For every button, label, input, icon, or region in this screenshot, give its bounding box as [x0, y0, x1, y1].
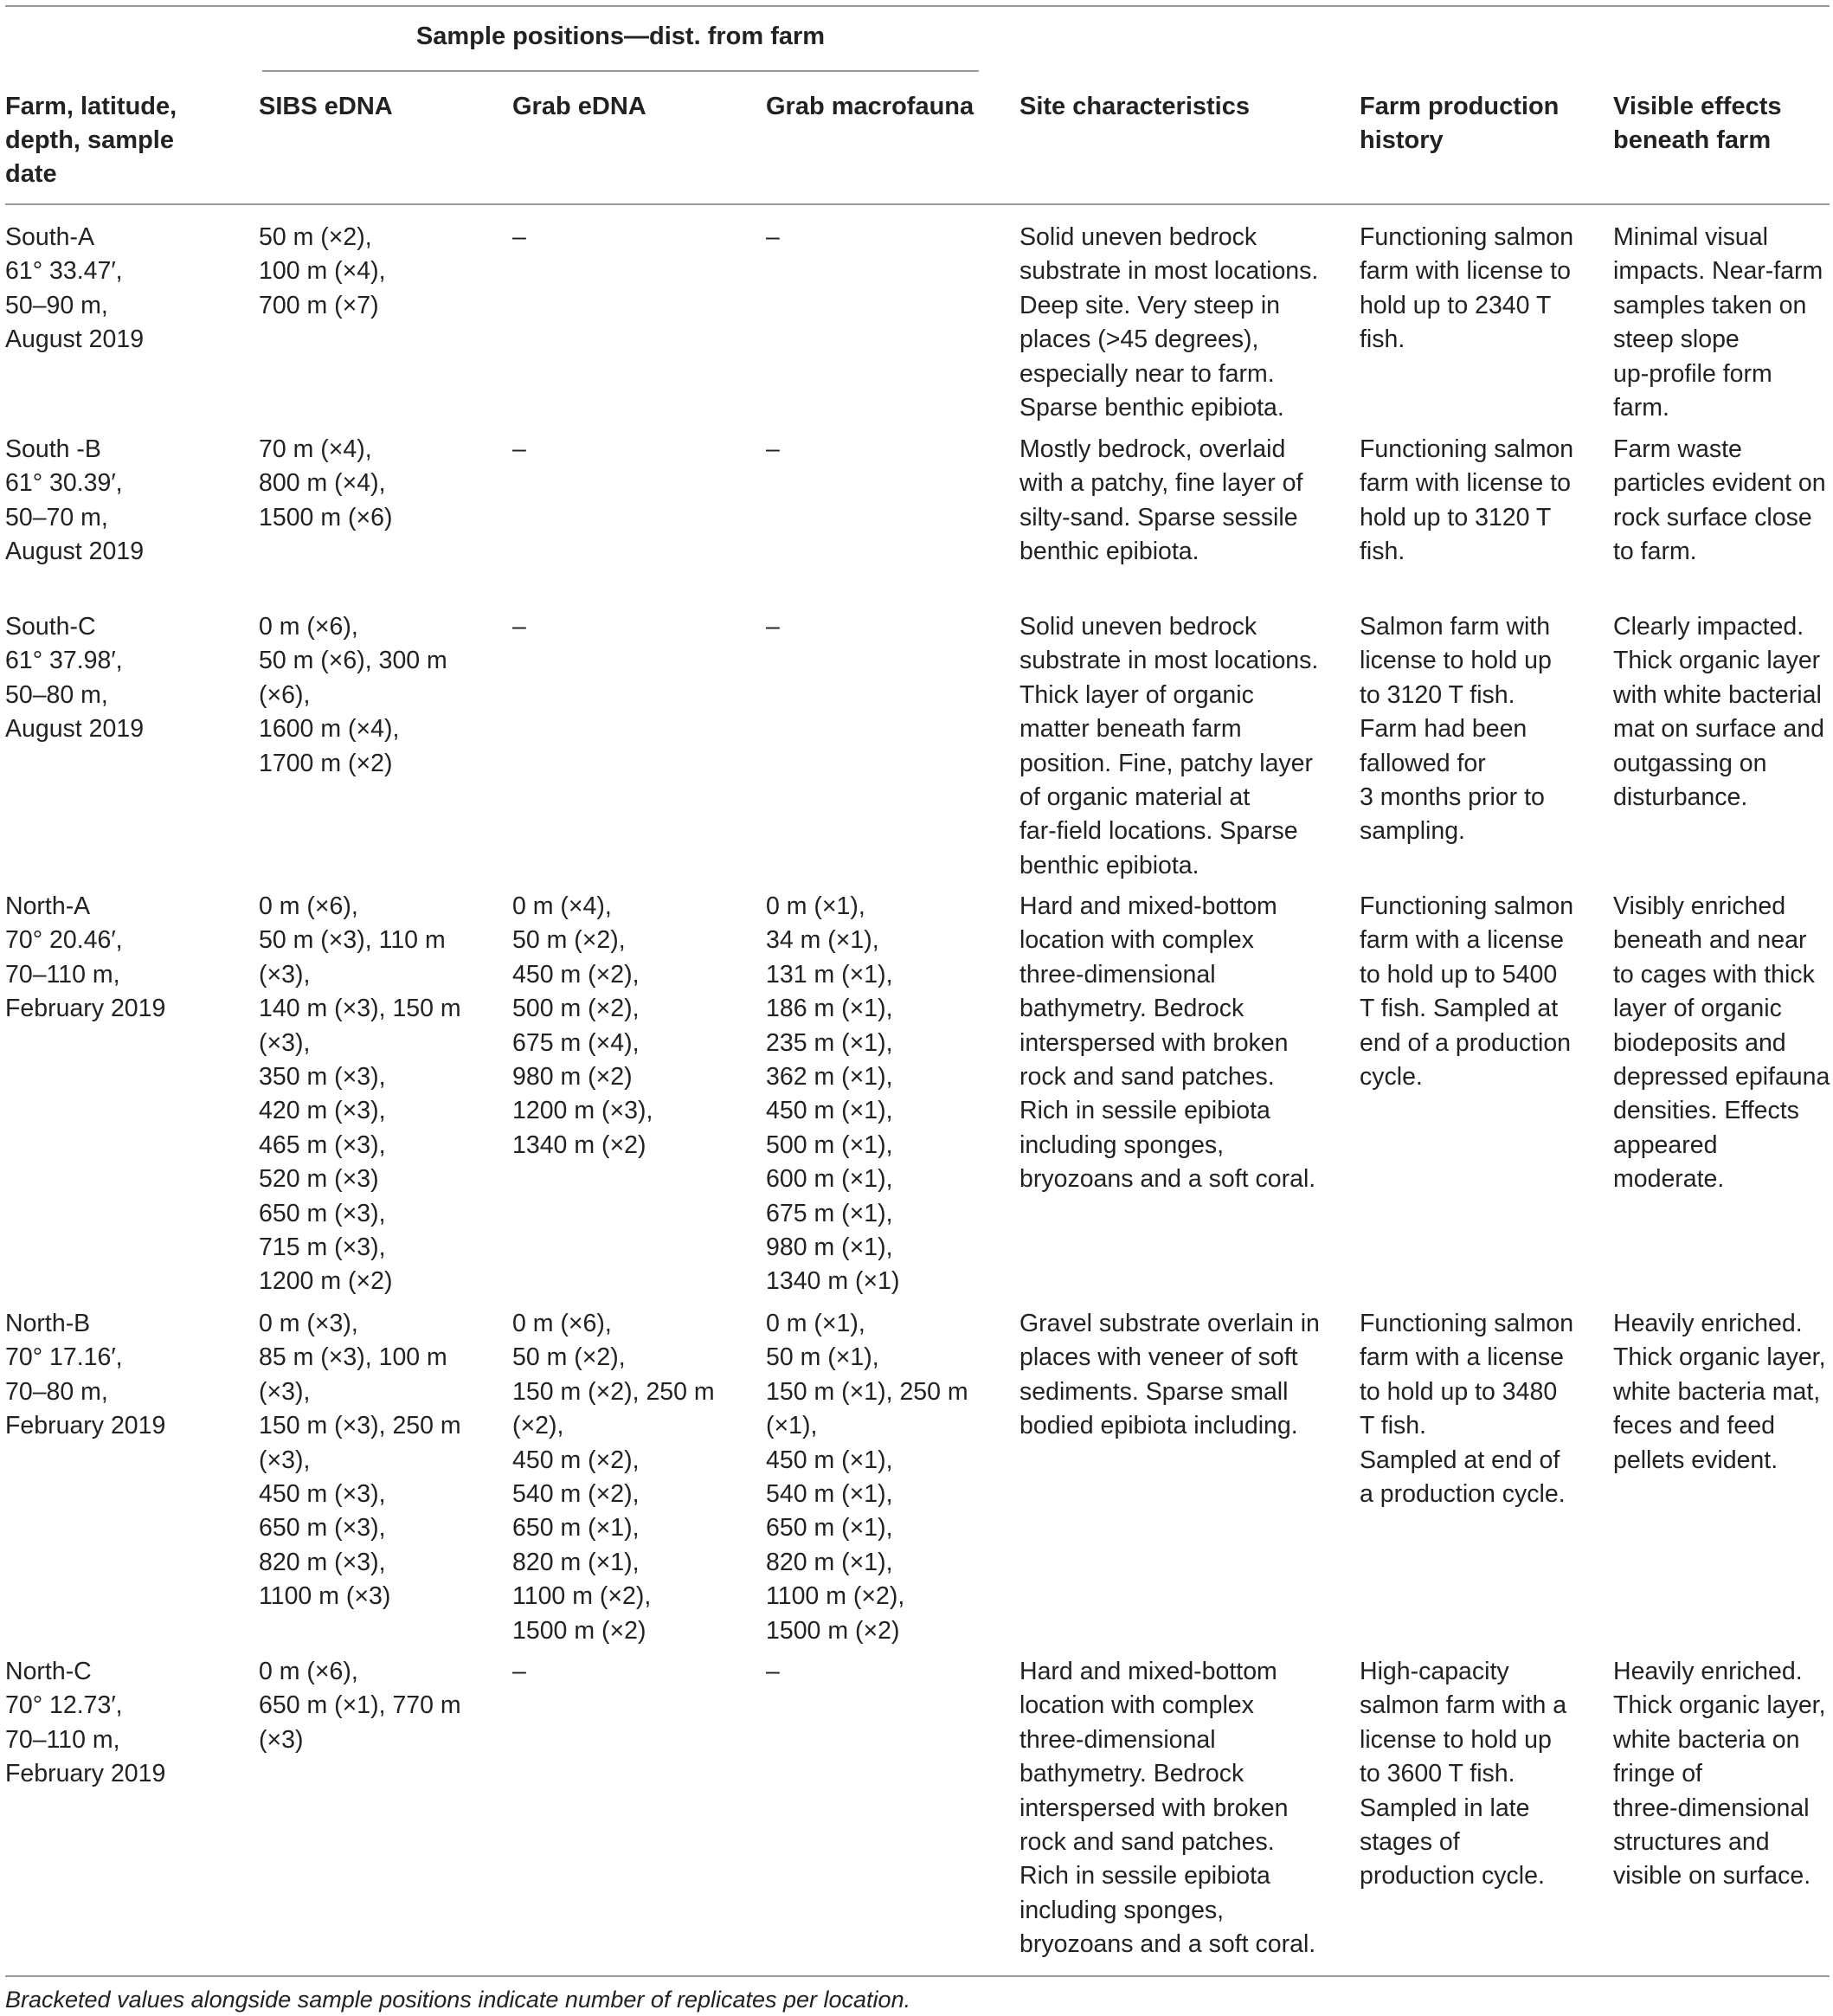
cell-grab-macrofauna: – [766, 435, 780, 463]
cell-grab-macrofauna: 0 m (×1), 50 m (×1), 150 m (×1), 250 m (×1), 450 m (×1), 540 m (×1), 650 m (×1), 820 m (×1), 1100 m (×2), 1500 m (×2) [766, 1310, 968, 1645]
group-header-rule [262, 70, 979, 72]
cell-production-history: Functioning salmon farm with license to hold up to 2340 T fish. [1360, 223, 1574, 354]
cell-production-history: High-capacity salmon farm with a license to hold up to 3600 T fish. Sampled in late stages of production cycle. [1360, 1658, 1567, 1890]
cell-production-history: Functioning salmon farm with a license to hold up to 5400 T fish. Sampled at end of a production cycle. [1360, 892, 1574, 1092]
cell-site-characteristics: Gravel substrate overlain in places with veneer of soft sediments. Sparse small bodied epibiota including. [1019, 1310, 1320, 1440]
table-bottom-rule [5, 1975, 1830, 1977]
cell-farm: South -B 61° 30.39′, 50–70 m, August 2019 [5, 435, 145, 566]
cell-site-characteristics: Solid uneven bedrock substrate in most locations. Deep site. Very steep in places (>45 degrees), especially near to farm. Sparse benthic epibiota. [1019, 223, 1319, 422]
table-top-rule [5, 5, 1830, 7]
cell-visible-effects: Minimal visual impacts. Near-farm samples taken on steep slope up-profile form farm. [1613, 223, 1823, 422]
cell-farm: North-B 70° 17.16′, 70–80 m, February 2019 [5, 1310, 166, 1440]
cell-visible-effects: Farm waste particles evident on rock surface close to farm. [1613, 435, 1826, 566]
cell-site-characteristics: Solid uneven bedrock substrate in most locations. Thick layer of organic matter beneath farm position. Fine, patchy layer of organic material at far-field locations. Sparse benthic epibiota. [1019, 613, 1319, 879]
cell-grab-edna: 0 m (×6), 50 m (×2), 150 m (×2), 250 m (×2), 450 m (×2), 540 m (×2), 650 m (×1), 820 m (×1), 1100 m (×2), 1500 m (×2) [512, 1310, 715, 1645]
cell-visible-effects: Clearly impacted. Thick organic layer with white bacterial mat on surface and outgassing on disturbance. [1613, 613, 1824, 812]
cell-sibs-edna: 0 m (×6), 50 m (×3), 110 m (×3), 140 m (×3), 150 m (×3), 350 m (×3), 420 m (×3), 465 m (×3), 520 m (×3) 650 m (×3), 715 m (×3), 1200 m (×2) [259, 892, 461, 1296]
cell-grab-edna: 0 m (×4), 50 m (×2), 450 m (×2), 500 m (×2), 675 m (×4), 980 m (×2) 1200 m (×3), 1340 m (×2) [512, 892, 653, 1159]
column-header-grab-macrofauna: Grab macrofauna [766, 93, 974, 120]
cell-site-characteristics: Hard and mixed-bottom location with complex three-dimensional bathymetry. Bedrock interspersed with broken rock and sand patches. Rich in sessile epibiota including sponges, bryozoans and a soft coral. [1019, 892, 1316, 1194]
cell-grab-macrofauna: – [766, 613, 780, 641]
cell-sibs-edna: 70 m (×4), 800 m (×4), 1500 m (×6) [259, 435, 393, 531]
column-header-farm: Farm, latitude, depth, sample date [5, 93, 177, 188]
cell-grab-edna: – [512, 613, 526, 641]
column-header-sibs-edna: SIBS eDNA [259, 93, 393, 120]
cell-farm: North-A 70° 20.46′, 70–110 m, February 2019 [5, 892, 166, 1023]
cell-sibs-edna: 0 m (×6), 50 m (×6), 300 m (×6), 1600 m (×4), 1700 m (×2) [259, 613, 447, 777]
column-header-site-characteristics: Site characteristics [1019, 93, 1250, 120]
cell-grab-edna: – [512, 435, 526, 463]
column-header-farm-production-history: Farm production history [1360, 93, 1560, 154]
table-footnote: Bracketed values alongside sample positions indicate number of replicates per location. [5, 1987, 911, 2013]
cell-farm: North-C 70° 12.73′, 70–110 m, February 2019 [5, 1658, 166, 1788]
column-header-visible-effects: Visible effects beneath farm [1613, 93, 1782, 154]
cell-grab-edna: – [512, 1658, 526, 1685]
header-bottom-rule [5, 203, 1830, 205]
cell-grab-edna: – [512, 223, 526, 251]
cell-site-characteristics: Hard and mixed-bottom location with complex three-dimensional bathymetry. Bedrock interspersed with broken rock and sand patches. Rich in sessile epibiota including sponges, bryozoans and a soft coral. [1019, 1658, 1316, 1959]
group-header-sample-positions: Sample positions—dist. from farm [415, 23, 826, 50]
cell-sibs-edna: 50 m (×2), 100 m (×4), 700 m (×7) [259, 223, 386, 319]
cell-farm: South-C 61° 37.98′, 50–80 m, August 2019 [5, 613, 145, 744]
cell-production-history: Functioning salmon farm with a license to hold up to 3480 T fish. Sampled at end of a production cycle. [1360, 1310, 1574, 1509]
cell-grab-macrofauna: – [766, 223, 780, 251]
column-header-grab-edna: Grab eDNA [512, 93, 646, 120]
cell-sibs-edna: 0 m (×3), 85 m (×3), 100 m (×3), 150 m (×3), 250 m (×3), 450 m (×3), 650 m (×3), 820 m (×3), 1100 m (×3) [259, 1310, 461, 1611]
cell-sibs-edna: 0 m (×6), 650 m (×1), 770 m (×3) [259, 1658, 461, 1754]
cell-production-history: Functioning salmon farm with license to hold up to 3120 T fish. [1360, 435, 1574, 566]
cell-production-history: Salmon farm with license to hold up to 3120 T fish. Farm had been fallowed for 3 months prior to sampling. [1360, 613, 1552, 846]
cell-farm: South-A 61° 33.47′, 50–90 m, August 2019 [5, 223, 145, 354]
cell-visible-effects: Visibly enriched beneath and near to cages with thick layer of organic biodeposits and depressed epifauna densities. Effects appeared moderate. [1613, 892, 1830, 1194]
cell-visible-effects: Heavily enriched. Thick organic layer, white bacteria mat, feces and feed pellets evident. [1613, 1310, 1826, 1474]
cell-visible-effects: Heavily enriched. Thick organic layer, white bacteria on fringe of three-dimensional structures and visible on surface. [1613, 1658, 1826, 1890]
cell-grab-macrofauna: – [766, 1658, 780, 1685]
cell-grab-macrofauna: 0 m (×1), 34 m (×1), 131 m (×1), 186 m (×1), 235 m (×1), 362 m (×1), 450 m (×1), 500 m (×1), 600 m (×1), 675 m (×1), 980 m (×1), 1340 m (×1) [766, 892, 900, 1296]
cell-site-characteristics: Mostly bedrock, overlaid with a patchy, fine layer of silty-sand. Sparse sessile benthic epibiota. [1019, 435, 1303, 566]
